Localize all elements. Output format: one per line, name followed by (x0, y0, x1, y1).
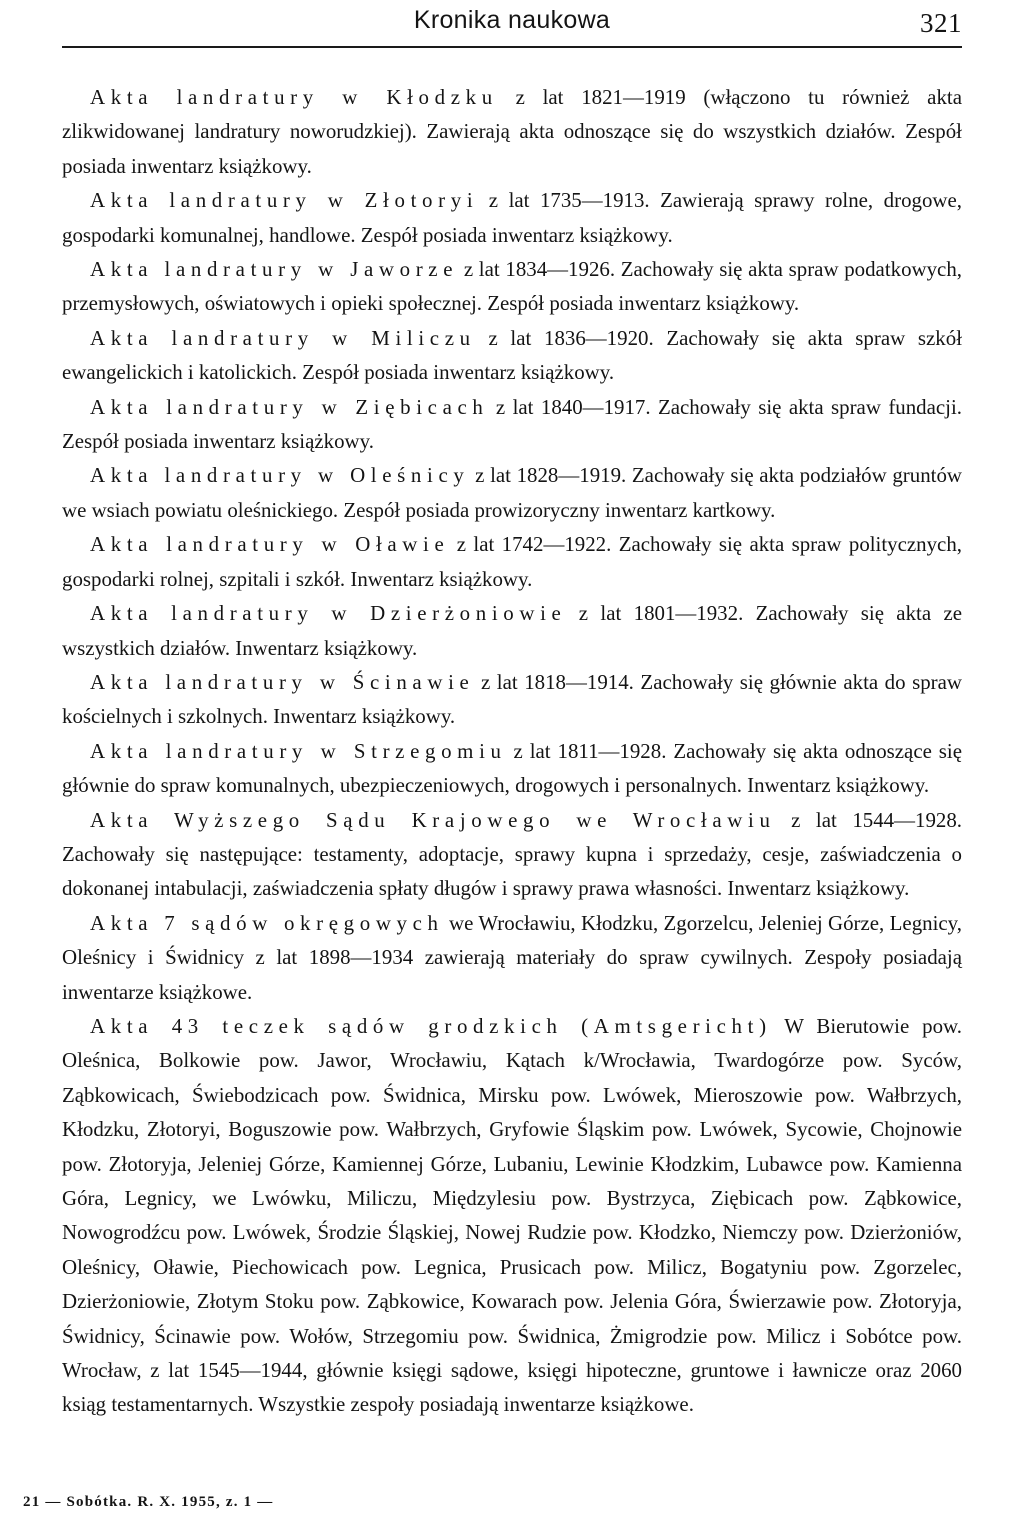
entry-lead: Akta landratury w Złotoryi (90, 188, 479, 213)
entry-sady-grodzkie (62, 1009, 962, 1422)
entry-landratura-dzierzoniow (62, 596, 962, 665)
entry-lead: Akta landratury w Oławie (90, 532, 450, 557)
entry-text: z lat 1801—1932. Zachowały się akta ze wszystkich działów. Inwentarz książkowy. (62, 601, 962, 660)
page-number: 321 (920, 8, 962, 38)
entry-wyzszy-sad-krajowy (62, 803, 962, 906)
entry-text: z lat 1836—1920. Zachowały się akta spraw szkół ewangelickich i katolickich. Zespół posiada inwentarz książkowy. (62, 325, 962, 385)
entry-text: z lat 1735—1913. Zawierają sprawy rolne, drogowe, gospodarki komunalnej, handlowe. Zespół posiada inwentarz książkowy. (62, 188, 962, 247)
entry-text: z lat 1742—1922. Zachowały się akta spraw politycznych, gospodarki rolnej, szpitali i szkół. Inwentarz książkowy. (62, 532, 962, 591)
entry-landratura-zlotoryja (62, 183, 962, 252)
entry-text: W Bierutowie pow. Oleśnica, Bolkowie pow. Jawor, Wrocławiu, Kątach k/Wrocławia, Twardogórze pow. Syców, Ząbkowicach, Świebodzicach pow. Świdnica, Mirsku pow. Lwówek, Mieroszowie pow. Wałbrzych, Kłodzku, Złotoryi, Boguszowie pow. Wałbrzych, Gryfowie Śląskim pow. Lwówek, Sycowie, Chojnowie pow. Złotoryja, Jeleniej Górze, Kamiennej Górze, Lubaniu, Lewinie Kłodzkim, Lubawce pow. Kamienna Góra, Legnicy, we Lwówku, Miliczu, Międzylesiu pow. Bystrzyca, Ziębicach pow. Ząbkowice, Nowogrodźcu pow. Lwówek, Środzie Śląskiej, Nowej Rudzie pow. Kłodzko, Niemczy pow. Dzierżoniów, Oleśnicy, Oławie, Piechowicach pow. Legnica, Prusicach pow. Milicz, Bogatyniu pow. Zgorzelec, Dzierżoniowie, Złotym Stoku pow. Ząbkowice, Kowarach pow. Jelenia Góra, Świerzawie pow. Złotoryja, Świdnicy, Ścinawie pow. Wołów, Strzegomiu pow. Świdnica, Żmigrodzie pow. Milicz i Sobótce pow. Wrocław, z lat 1545—1944, głównie księgi sądowe, księgi hipoteczne, gruntowe i ławnicze oraz 2060 ksiąg testamentarnych. Wszystkie zespoły posiadają inwentarze książkowe. (62, 1013, 962, 1417)
running-title: Kronika naukowa (413, 6, 611, 34)
entry-text: z lat 1840—1917. Zachowały się akta spraw fundacji. Zespół posiada inwentarz książkowy. (62, 394, 962, 454)
entry-landratura-scinawa (62, 665, 962, 734)
entry-landratura-milicz (62, 321, 962, 390)
document-page (62, 0, 962, 1422)
entry-lead: Akta 43 teczek sądów grodzkich (Amtsgericht) (90, 1013, 772, 1038)
entry-text: z lat 1818—1914. Zachowały się głównie akta do spraw kościelnych i szkolnych. Inwentarz książkowy. (62, 669, 962, 729)
entry-lead: Akta landratury w Strzegomiu (90, 738, 507, 763)
entry-lead: Akta landratury w Dzierżoniowie (90, 601, 567, 626)
entry-sady-okregowe (62, 906, 962, 1009)
entry-landratura-strzegom (62, 734, 962, 803)
entry-lead: Akta landratury w Ścinawie (90, 669, 475, 694)
entry-landratura-ziebice (62, 390, 962, 459)
entry-text: z lat 1821—1919 (włączono tu również akta zlikwidowanej landratury noworudzkiej). Zawierają akta odnoszące się do wszystkich działów. Zespół posiada inwentarz książkowy. (62, 85, 962, 178)
entry-text: z lat 1834—1926. Zachowały się akta spraw podatkowych, przemysłowych, oświatowych i opieki społecznej. Zespół posiada inwentarz książkowy. (62, 257, 962, 316)
entry-landratura-olawa (62, 527, 962, 596)
entry-lead: Akta landratury w Kłodzku (90, 85, 498, 109)
body-text (62, 80, 962, 1422)
entry-lead: Akta Wyższego Sądu Krajowego we Wrocławiu (90, 807, 776, 832)
entry-lead: Akta landratury w Oleśnicy (90, 463, 470, 488)
entry-lead: Akta landratury w Jaworze (90, 257, 459, 282)
entry-text: z lat 1811—1928. Zachowały się akta odnoszące się głównie do spraw komunalnych, ubezpieczeniowych, drogowych i personalnych. Inwentarz książkowy. (62, 738, 962, 798)
signature-footer: 21 — Sobótka. R. X. 1955, z. 1 — (23, 1494, 274, 1510)
entry-landratura-klodzko (62, 80, 962, 183)
entry-landratura-olesnica (62, 458, 962, 527)
entry-text: we Wrocławiu, Kłodzku, Zgorzelcu, Jeleniej Górze, Legnicy, Oleśnicy i Świdnicy z lat 1898—1934 zawierają materiały do spraw cywilnych. Zespoły posiadają inwentarze książkowe. (62, 910, 962, 1004)
entry-text: z lat 1828—1919. Zachowały się akta podziałów gruntów we wsiach powiatu oleśnickiego. Zespół posiada prowizoryczny inwentarz kartkowy. (62, 463, 962, 522)
entry-text: z lat 1544—1928. Zachowały się następujące: testamenty, adoptacje, sprawy kupna i sprzedaży, cesje, zaświadczenia o dokonanej intabulacji, zaświadczenia spłaty długów i sprawy prawa własności. Inwentarz książkowy. (62, 807, 963, 901)
running-head (62, 0, 962, 48)
entry-lead: Akta landratury w Ziębicach (90, 394, 489, 419)
entry-lead: Akta 7 sądów okręgowych (90, 910, 444, 935)
entry-lead: Akta landratury w Miliczu (90, 325, 476, 350)
entry-landratura-jawor (62, 252, 962, 321)
